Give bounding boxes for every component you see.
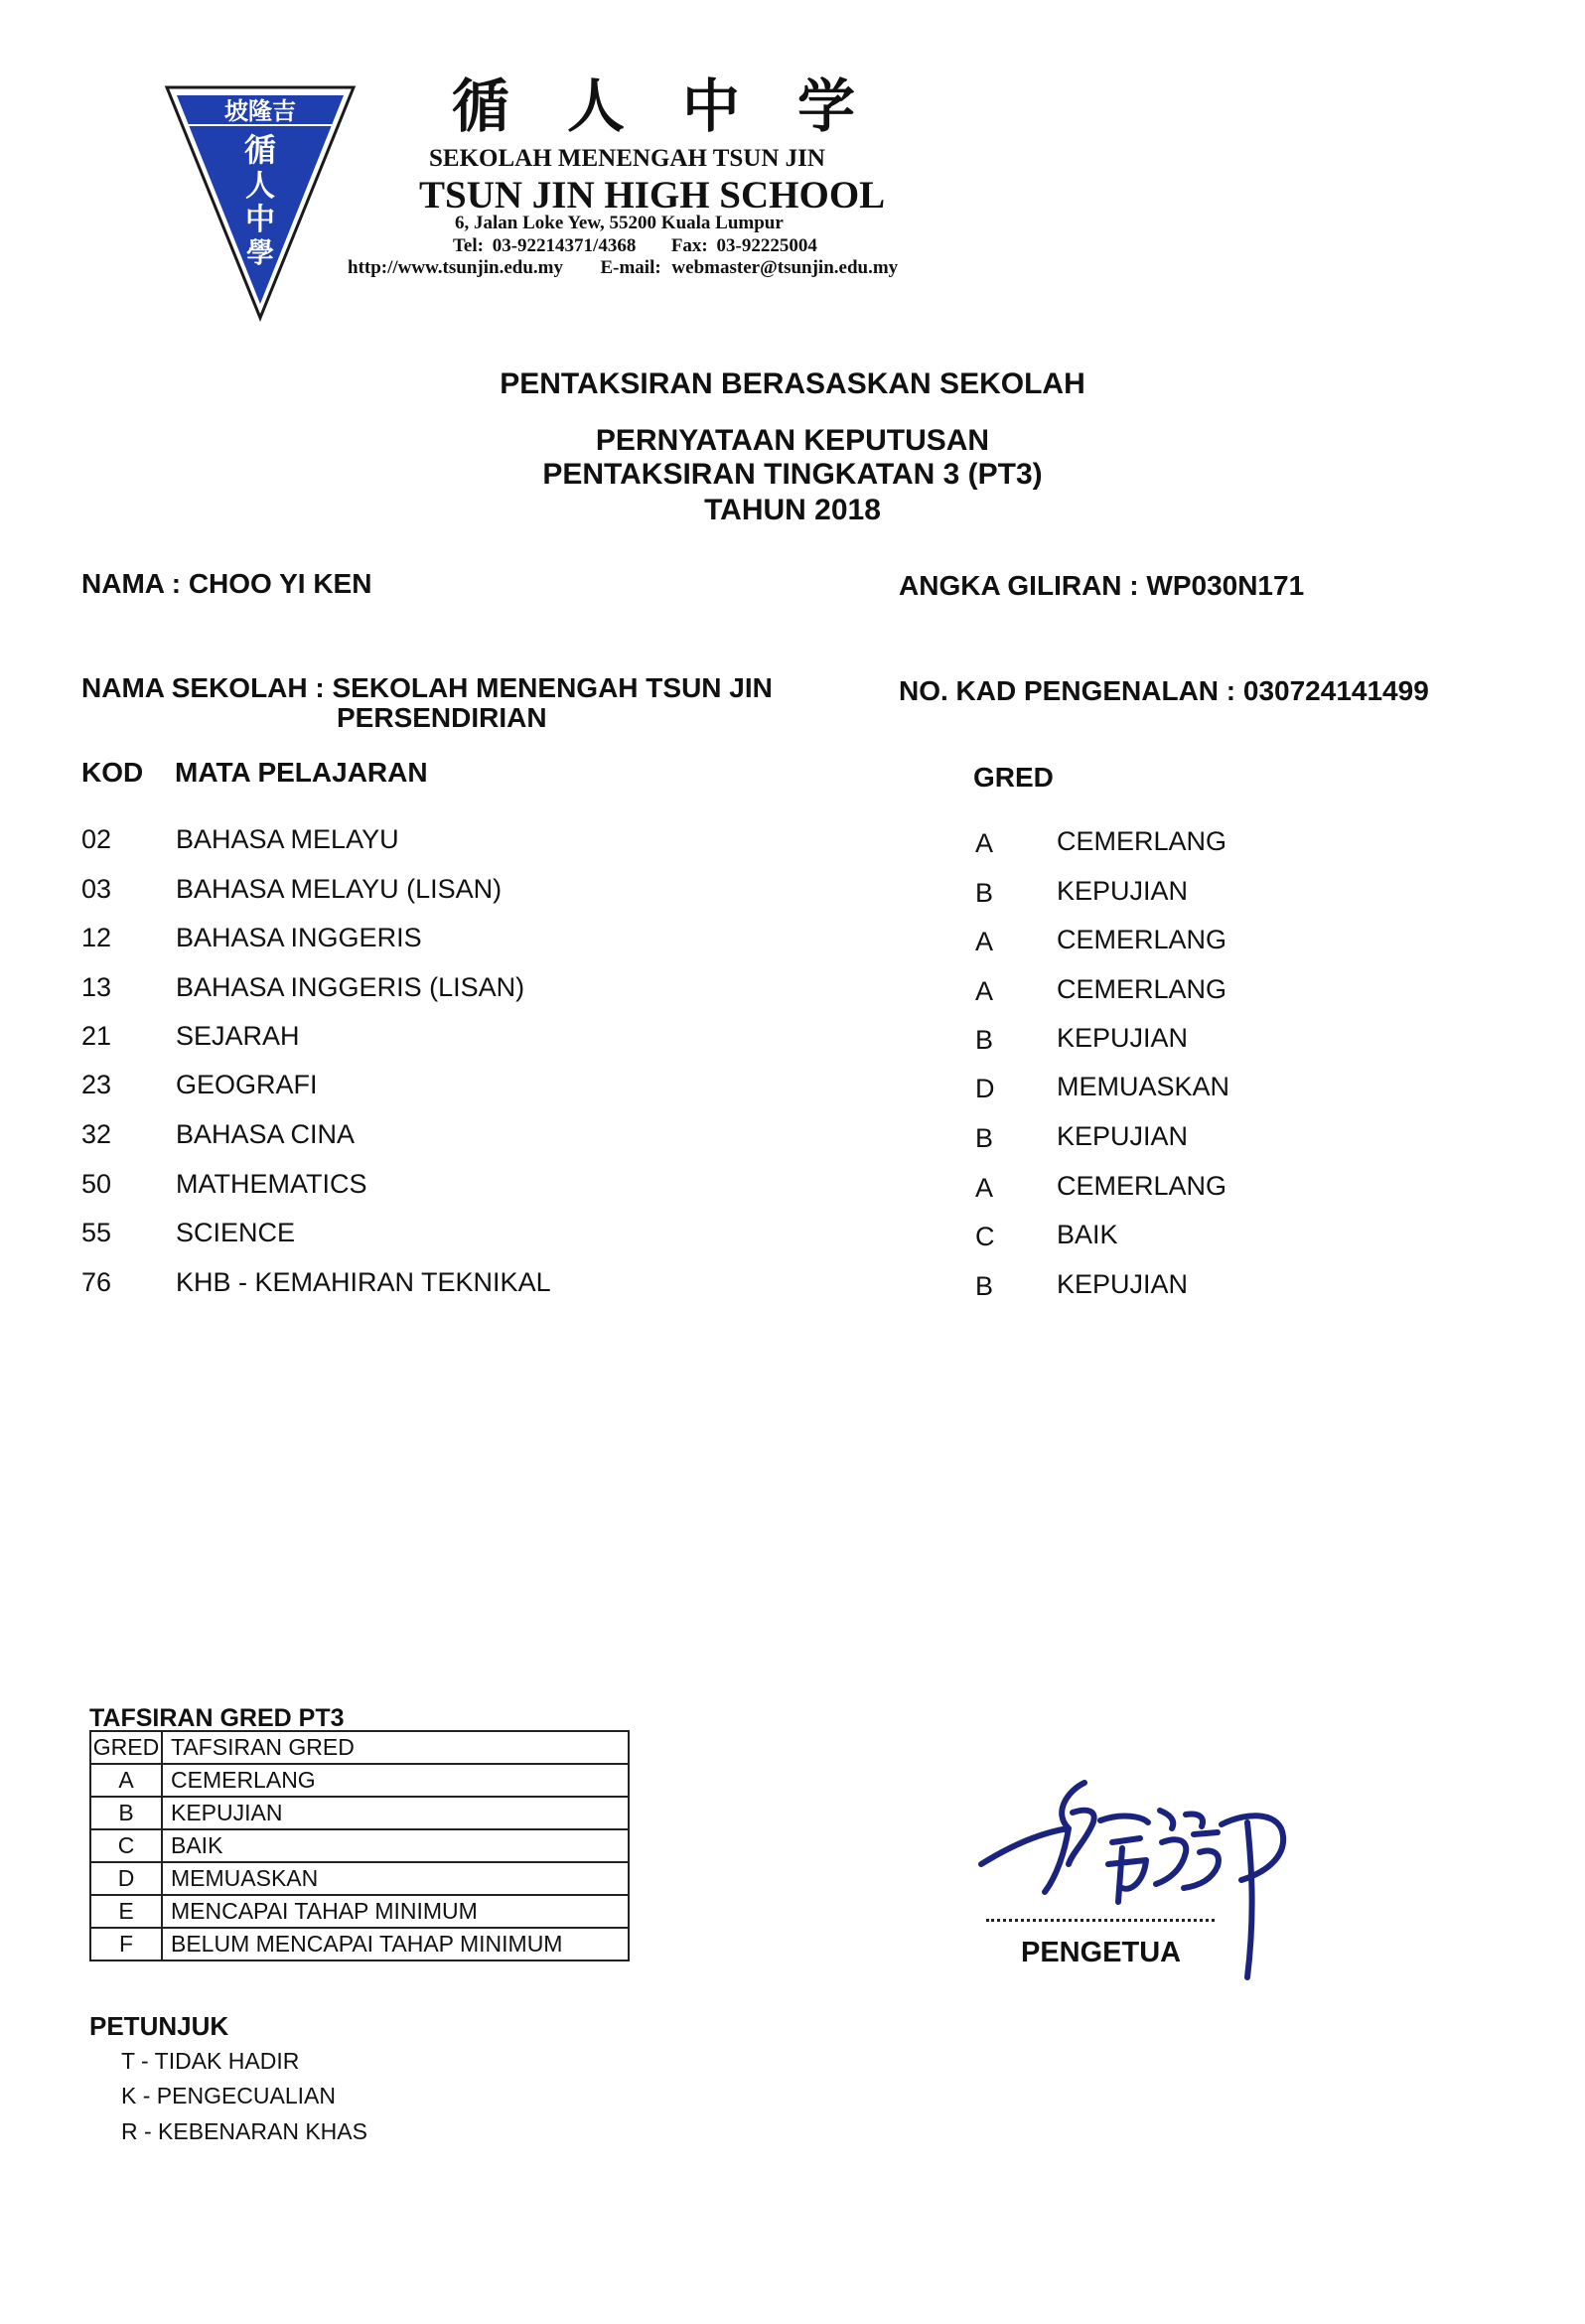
legend-header-meaning: TAFSIRAN GRED (162, 1731, 629, 1764)
subject-grade: B (975, 878, 994, 908)
subject-grade: A (975, 927, 994, 956)
school-logo (163, 83, 358, 322)
result-row (0, 1119, 1585, 1159)
angka-giliran: ANGKA GILIRAN : WP030N171 (899, 570, 1305, 601)
subject-code: 02 (81, 824, 112, 854)
subject-name: BAHASA MELAYU (LISAN) (176, 874, 503, 904)
school-fax: Fax: 03-92225004 (670, 235, 817, 256)
legend-meaning: CEMERLANG (162, 1764, 629, 1797)
result-row (0, 1070, 1585, 1109)
grade-description: CEMERLANG (1057, 1171, 1227, 1201)
legend-grade: E (90, 1895, 162, 1928)
title-line-1: PENTAKSIRAN BERASASKAN SEKOLAH (500, 367, 1085, 400)
header-subject: MATA PELAJARAN (175, 757, 428, 788)
subject-code: 12 (81, 923, 112, 952)
legend-title: TAFSIRAN GRED PT3 (89, 1704, 345, 1732)
grade-description: KEPUJIAN (1057, 1121, 1189, 1151)
school-name-field (81, 673, 773, 733)
subject-grade: A (975, 828, 994, 858)
logo-char: 人 (245, 169, 275, 204)
legend-row (90, 1862, 629, 1895)
result-row (0, 923, 1585, 962)
school-name-line-2: PERSENDIRIAN (337, 702, 547, 733)
student-name: NAMA : CHOO YI KEN (81, 568, 372, 599)
legend-row (90, 1797, 629, 1829)
logo-char: 循 (243, 131, 277, 169)
subject-code: 13 (81, 972, 112, 1002)
grade-description: CEMERLANG (1057, 826, 1227, 856)
petunjuk-item: R - KEBENARAN KHAS (121, 2118, 367, 2144)
subject-name: BAHASA CINA (176, 1119, 356, 1149)
subject-name: SEJARAH (176, 1021, 300, 1051)
header-gred: GRED (973, 762, 1054, 793)
result-row (0, 972, 1585, 1012)
legend-row (90, 1764, 629, 1797)
result-row (0, 1267, 1585, 1307)
grade-description: KEPUJIAN (1057, 876, 1189, 906)
legend-meaning: BELUM MENCAPAI TAHAP MINIMUM (162, 1928, 629, 1961)
subject-name: BAHASA INGGERIS (LISAN) (176, 972, 525, 1002)
school-english-name: TSUN JIN HIGH SCHOOL (419, 174, 886, 217)
subject-name: SCIENCE (176, 1218, 296, 1247)
signature-label: PENGETUA (1021, 1937, 1182, 1968)
title-line-2: PERNYATAAN KEPUTUSAN (595, 424, 990, 457)
grade-description: CEMERLANG (1057, 974, 1227, 1004)
result-row (0, 874, 1585, 914)
header-kod: KOD (81, 757, 144, 788)
school-website: http://www.tsunjin.edu.my (348, 257, 563, 278)
legend-grade: A (90, 1764, 162, 1797)
subject-name: MATHEMATICS (176, 1169, 367, 1199)
school-name-line-1: NAMA SEKOLAH : SEKOLAH MENENGAH TSUN JIN (81, 672, 773, 703)
petunjuk-item: T - TIDAK HADIR (121, 2048, 300, 2074)
subject-grade: C (975, 1222, 995, 1251)
legend-grade: D (90, 1862, 162, 1895)
subject-grade: A (975, 1173, 994, 1203)
legend-grade: C (90, 1829, 162, 1862)
logo-char: 中 (245, 203, 275, 237)
school-tel: Tel: 03-92214371/4368 (453, 235, 637, 256)
subject-code: 03 (81, 874, 112, 904)
grade-description: CEMERLANG (1057, 925, 1227, 954)
legend-row (90, 1829, 629, 1862)
grade-description: BAIK (1057, 1220, 1118, 1249)
school-chinese-name: 循人中学 (452, 73, 914, 140)
title-line-3: PENTAKSIRAN TINGKATAN 3 (PT3) (542, 458, 1043, 491)
result-row (0, 1021, 1585, 1061)
grade-description: KEPUJIAN (1057, 1023, 1189, 1053)
subject-grade: B (975, 1271, 994, 1301)
legend-meaning: MEMUASKAN (162, 1862, 629, 1895)
subject-code: 32 (81, 1119, 112, 1149)
subject-grade: D (975, 1074, 995, 1103)
ic-number: NO. KAD PENGENALAN : 030724141499 (899, 675, 1429, 706)
subject-code: 23 (81, 1070, 112, 1099)
subject-code: 76 (81, 1267, 112, 1297)
subject-grade: A (975, 976, 994, 1006)
logo-char: 學 (245, 236, 275, 269)
title-line-4: TAHUN 2018 (704, 494, 881, 526)
legend-grade: F (90, 1928, 162, 1961)
school-address: 6, Jalan Loke Yew, 55200 Kuala Lumpur (455, 213, 784, 233)
grade-description: MEMUASKAN (1057, 1072, 1230, 1101)
school-contact (453, 235, 817, 257)
subject-code: 50 (81, 1169, 112, 1199)
grade-description: KEPUJIAN (1057, 1269, 1189, 1299)
grade-legend-table (89, 1730, 630, 1961)
subject-code: 55 (81, 1218, 112, 1247)
petunjuk-title: PETUNJUK (89, 2011, 229, 2041)
school-email: E-mail: webmaster@tsunjin.edu.my (600, 257, 899, 278)
subject-code: 21 (81, 1021, 112, 1051)
legend-row (90, 1928, 629, 1961)
subject-name: KHB - KEMAHIRAN TEKNIKAL (176, 1267, 551, 1297)
subject-grade: B (975, 1123, 994, 1153)
subject-name: GEOGRAFI (176, 1070, 318, 1099)
petunjuk-item: K - PENGECUALIAN (121, 2083, 336, 2108)
result-row (0, 1218, 1585, 1257)
legend-row (90, 1895, 629, 1928)
signature-line (986, 1909, 1215, 1922)
result-row (0, 1169, 1585, 1209)
school-malay-name: SEKOLAH MENENGAH TSUN JIN (429, 145, 825, 172)
legend-meaning: KEPUJIAN (162, 1797, 629, 1829)
school-online (348, 257, 898, 279)
legend-header-row (90, 1731, 629, 1764)
legend-grade: B (90, 1797, 162, 1829)
subject-name: BAHASA MELAYU (176, 824, 399, 854)
legend-header-grade: GRED (90, 1731, 162, 1764)
subject-grade: B (975, 1025, 994, 1055)
legend-meaning: BAIK (162, 1829, 629, 1862)
result-row (0, 824, 1585, 864)
logo-top-text: 坡隆吉 (224, 96, 296, 125)
subject-name: BAHASA INGGERIS (176, 923, 422, 952)
legend-meaning: MENCAPAI TAHAP MINIMUM (162, 1895, 629, 1928)
